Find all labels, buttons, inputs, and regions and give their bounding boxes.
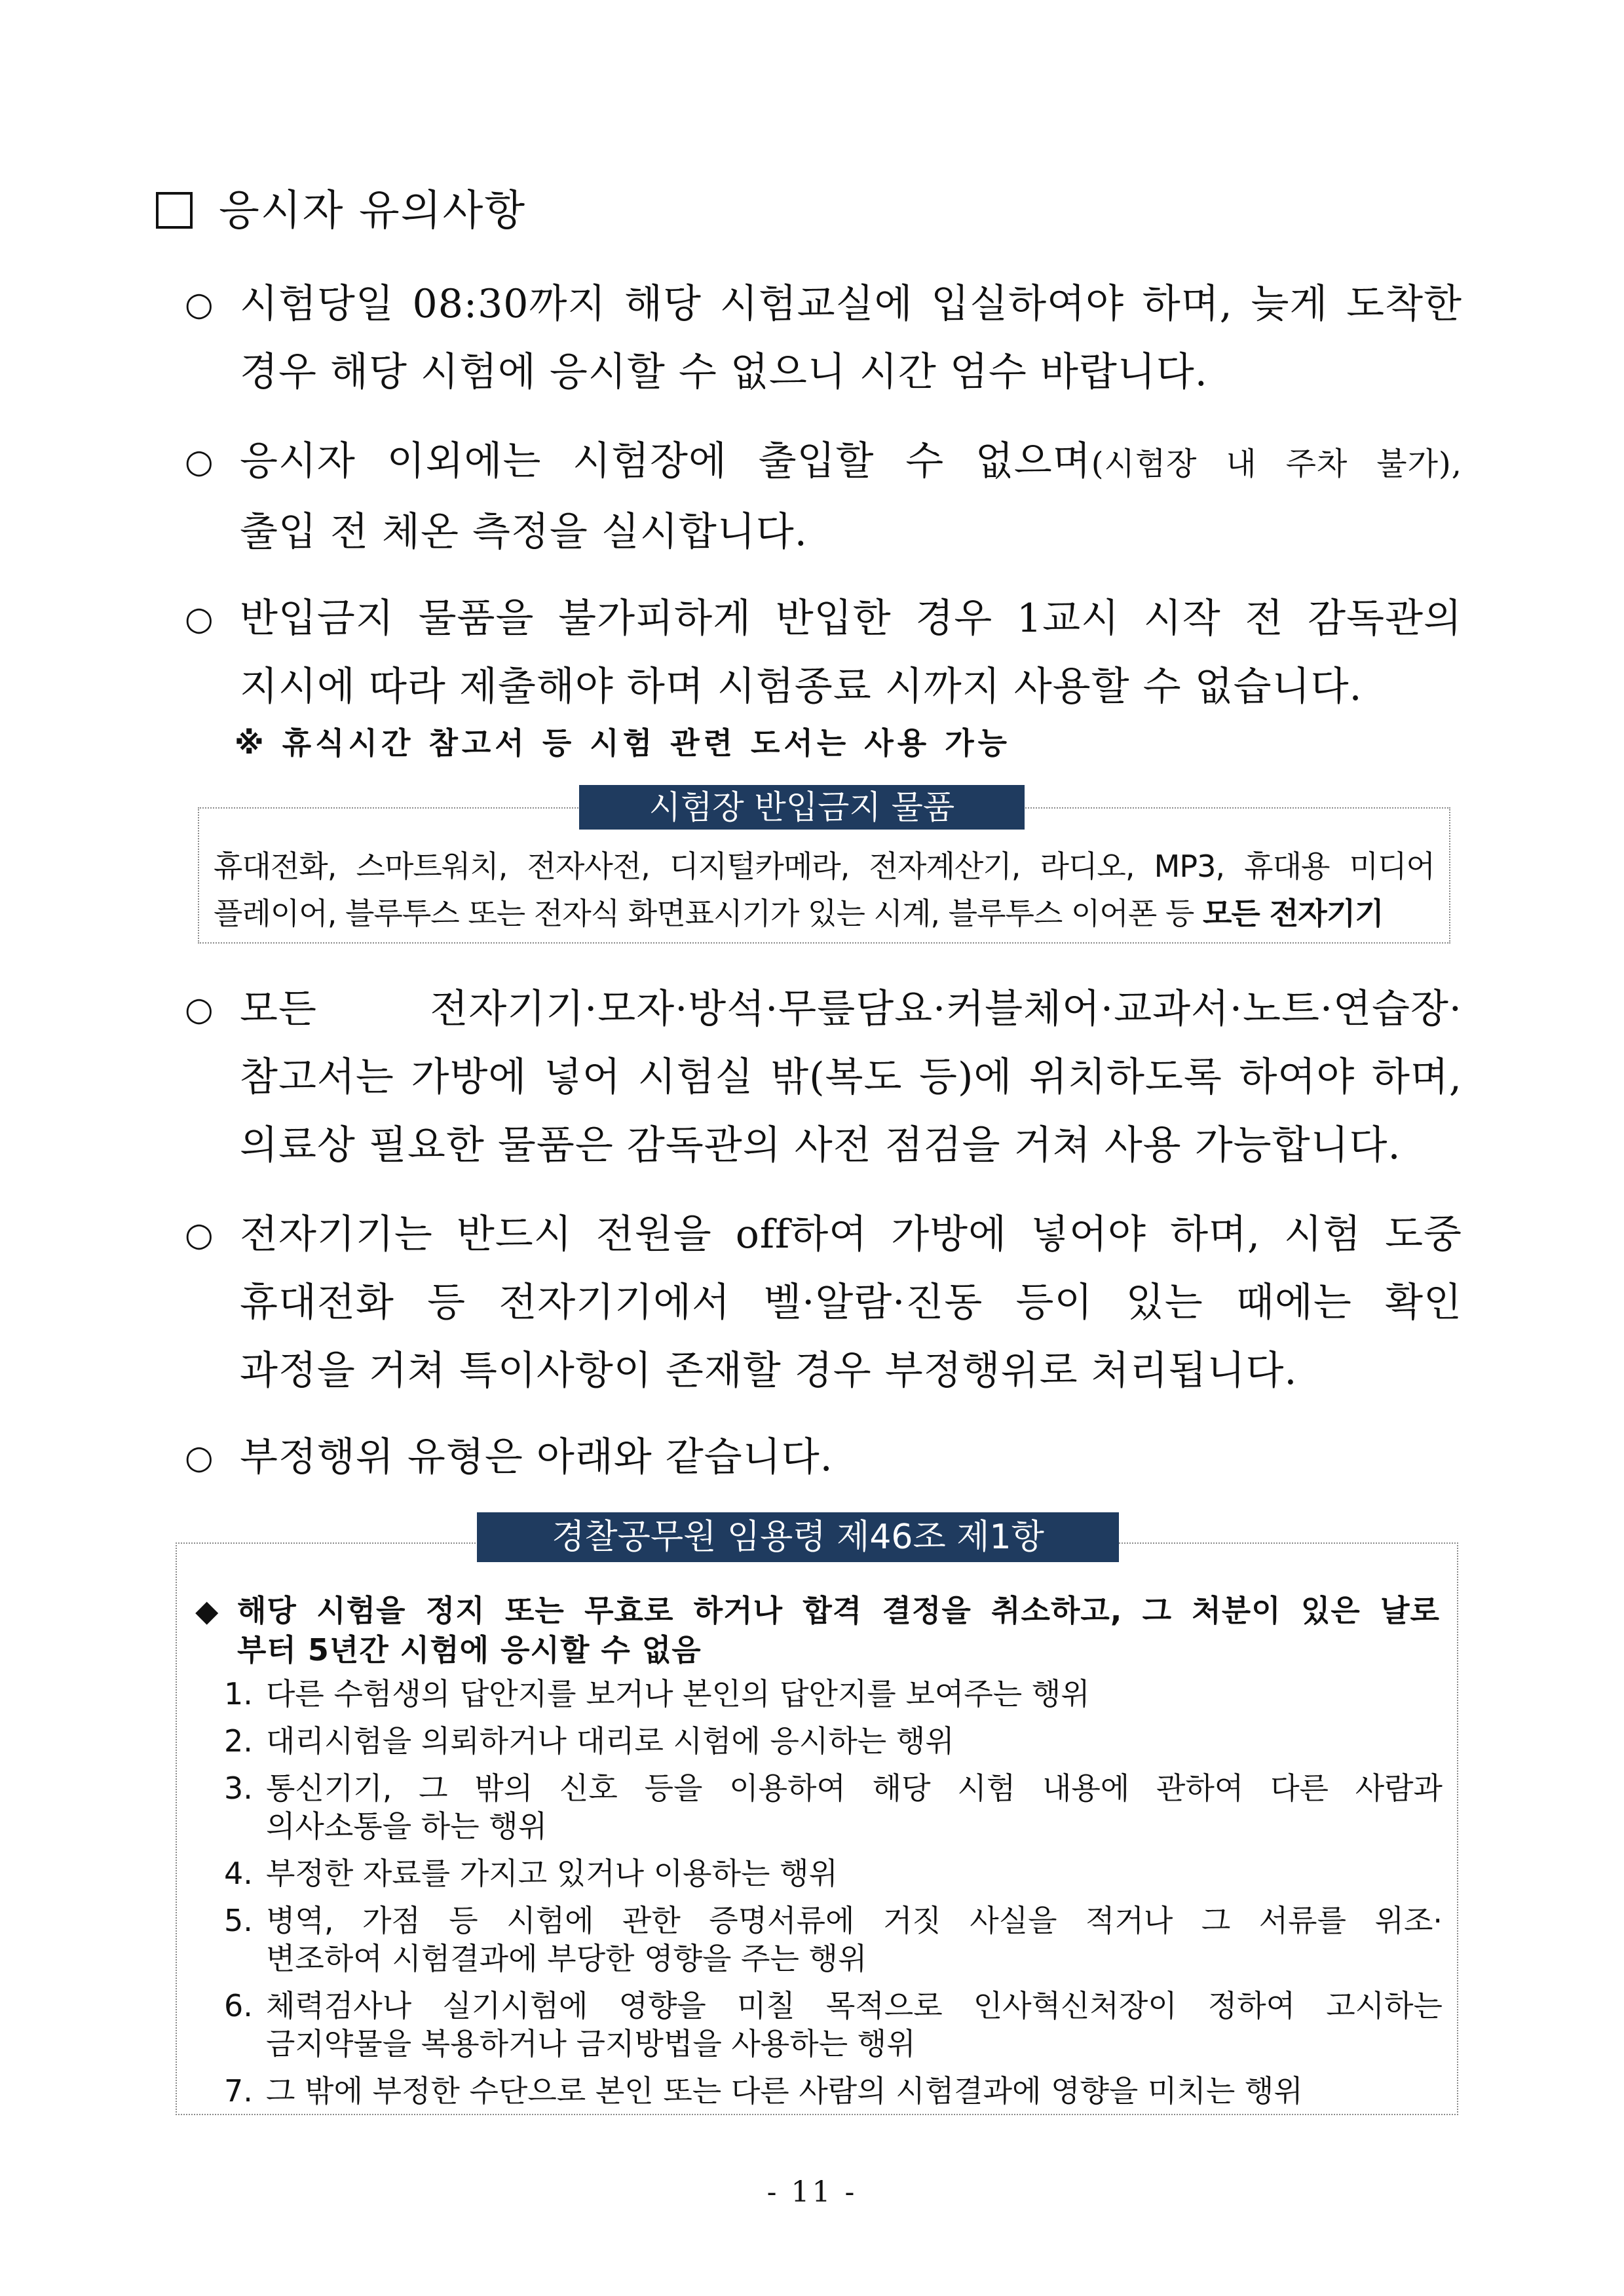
misconduct-list — [224, 1675, 1443, 2119]
bullet-line: 반입금지 물품을 불가피하게 반입한 경우 1교시 시작 전 감독관의 — [240, 596, 1462, 641]
list-item — [224, 1902, 1443, 1978]
item-line: 체력검사나 실기시험에 영향을 미칠 목적으로 인사혁신처장이 정하여 고시하는 — [266, 1988, 1443, 2023]
bullet-arrival-time — [185, 270, 1462, 406]
list-item — [224, 1722, 1443, 1760]
item-number: 4. — [224, 1856, 253, 1891]
bullet-line-main: 응시자 이외에는 시험장에 출입할 수 없으며 — [240, 438, 1091, 484]
bullet-line: 출입 전 체온 측정을 실시합니다. — [240, 509, 808, 555]
banned-items-emphasis: 모든 전자기기 — [1202, 896, 1384, 931]
banned-items-label: 시험장 반입금지 물품 — [579, 785, 1025, 830]
bullet-line — [240, 427, 1462, 498]
item-line: 통신기기, 그 밖의 신호 등을 이용하여 해당 시험 내용에 관하여 다른 사람과 — [266, 1770, 1443, 1806]
page-number: - 11 - — [766, 2175, 858, 2209]
list-item — [224, 2072, 1443, 2110]
bullet-line: 휴대전화 등 전자기기에서 벨·알람·진동 등이 있는 때에는 확인 — [240, 1280, 1462, 1326]
diamond-bullet-icon: ◆ — [195, 1593, 219, 1628]
item-line: 그 밖에 부정한 수단으로 본인 또는 다른 사람의 시험결과에 영향을 미치는 행위 — [266, 2073, 1303, 2109]
item-line: 금지약물을 복용하거나 금지방법을 사용하는 행위 — [266, 2026, 916, 2061]
item-line: 변조하여 시험결과에 부당한 영향을 주는 행위 — [266, 1941, 867, 1976]
bullet-misconduct-intro — [185, 1423, 1462, 1491]
item-line: 다른 수험생의 답안지를 보거나 본인의 답안지를 보여주는 행위 — [266, 1676, 1090, 1712]
item-line: 병역, 가점 등 시험에 관한 증명서류에 거짓 사실을 적거나 그 서류를 위조· — [266, 1903, 1443, 1938]
penalty-line: 해당 시험을 정지 또는 무효로 하거나 합격 결정을 취소하고, 그 처분이 있은 날로 — [237, 1593, 1440, 1628]
banned-items-text: 플레이어, 블루투스 또는 전자식 화면표시기가 있는 시계, 블루투스 이어폰 등 — [214, 896, 1203, 931]
item-number: 2. — [224, 1723, 253, 1759]
item-number: 1. — [224, 1676, 253, 1712]
list-item — [224, 1987, 1443, 2063]
bullet-line: 경우 해당 시험에 응시할 수 없으니 시간 엄수 바랍니다. — [240, 349, 1208, 395]
item-line: 대리시험을 의뢰하거나 대리로 시험에 응시하는 행위 — [266, 1723, 954, 1759]
penalty-line: 부터 5년간 시험에 응시할 수 없음 — [237, 1632, 702, 1668]
item-number: 7. — [224, 2073, 253, 2109]
banned-items-row — [214, 890, 1435, 933]
banned-items-row: 휴대전화, 스마트워치, 전자사전, 디지털카메라, 전자계산기, 라디오, MP3, 휴대용 미디어 — [214, 849, 1435, 884]
list-item — [224, 1675, 1443, 1713]
bullet-banned-items — [185, 584, 1462, 721]
item-line: 부정한 자료를 가지고 있거나 이용하는 행위 — [266, 1856, 838, 1891]
item-number: 6. — [224, 1988, 253, 2023]
bullet-line: 시험당일 08:30까지 해당 시험교실에 입실하여야 하며, 늦게 도착한 — [240, 281, 1462, 327]
checkbox-square-icon — [156, 192, 193, 229]
list-item — [224, 1769, 1443, 1845]
section-title-text: 응시자 유의사항 — [219, 187, 527, 235]
bullet-line: 부정행위 유형은 아래와 같습니다. — [240, 1434, 833, 1480]
item-number: 3. — [224, 1770, 253, 1806]
item-line: 의사소통을 하는 행위 — [266, 1808, 548, 1844]
bullet-line: 지시에 따라 제출해야 하며 시험종료 시까지 사용할 수 없습니다. — [240, 664, 1363, 710]
circle-bullet-icon: ○ — [185, 1438, 214, 1476]
circle-bullet-icon: ○ — [185, 1215, 214, 1253]
bullet-electronics — [185, 1200, 1462, 1405]
section-heading — [156, 185, 526, 237]
misconduct-rules-box — [176, 1542, 1458, 2115]
bullet-line-note: (시험장 내 주차 불가), — [1091, 446, 1462, 482]
law-reference-label: 경찰공무원 임용령 제46조 제1항 — [477, 1512, 1119, 1562]
bullet-line: 참고서는 가방에 넣어 시험실 밖(복도 등)에 위치하도록 하여야 하며, — [240, 1054, 1462, 1100]
list-item — [224, 1854, 1443, 1892]
bullet-line: 과정을 거쳐 특이사항이 존재할 경우 부정행위로 처리됩니다. — [240, 1348, 1298, 1394]
bullet-line: 의료상 필요한 물품은 감독관의 사전 점검을 거쳐 사용 가능합니다. — [240, 1122, 1401, 1168]
circle-bullet-icon: ○ — [185, 990, 214, 1028]
circle-bullet-icon: ○ — [185, 285, 214, 323]
bullet-line: 전자기기는 반드시 전원을 off하여 가방에 넣어야 하며, 시험 도중 — [240, 1212, 1462, 1257]
bullet-line: 모든 전자기기·모자·방석·무릎담요·커블체어·교과서·노트·연습장· — [240, 986, 1462, 1032]
circle-bullet-icon: ○ — [185, 442, 214, 480]
misconduct-penalty — [195, 1591, 1440, 1670]
reference-note: ※ 휴식시간 참고서 등 시험 관련 도서는 사용 가능 — [235, 725, 1011, 761]
item-number: 5. — [224, 1903, 253, 1938]
bullet-entry-rules — [185, 427, 1462, 566]
circle-bullet-icon: ○ — [185, 600, 214, 638]
bullet-belongings — [185, 975, 1462, 1179]
